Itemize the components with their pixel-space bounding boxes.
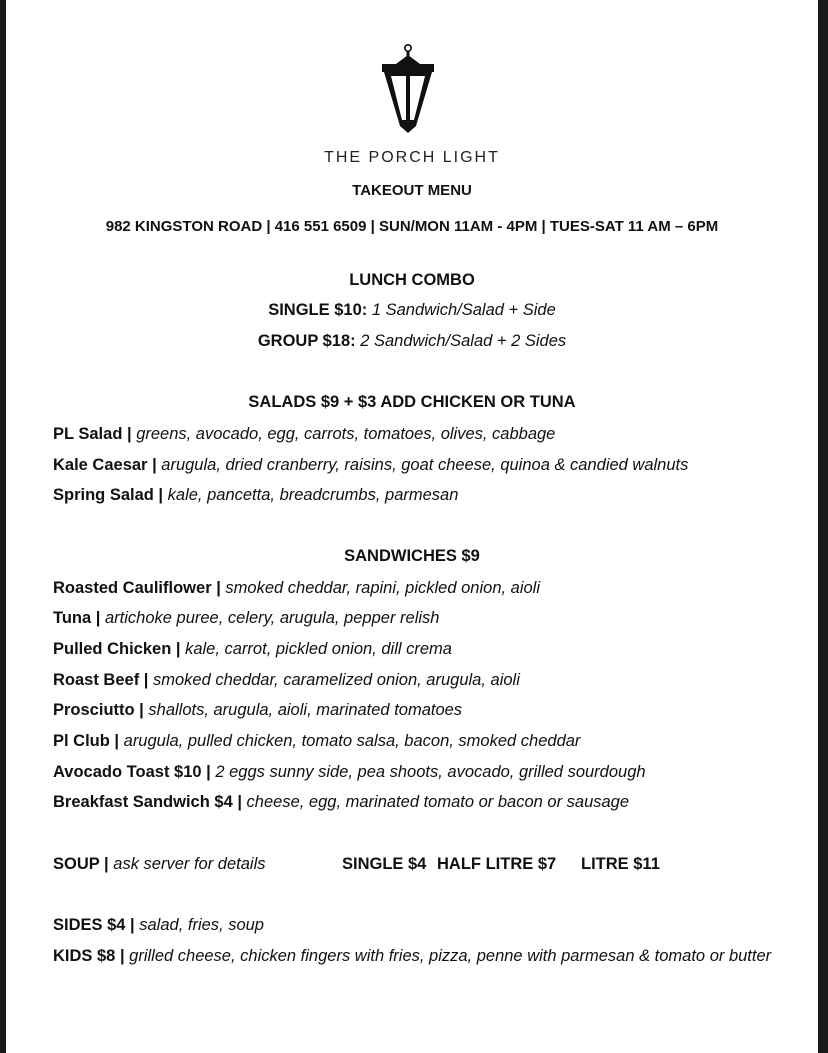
combo-group (6, 332, 818, 351)
item-desc: smoked cheddar, rapini, pickled onion, aioli (225, 579, 541, 597)
combo-label: GROUP $18: (257, 332, 356, 350)
sides-item (53, 916, 264, 934)
item-name: SIDES $4 | (53, 916, 135, 934)
item-desc: arugula, pulled chicken, tomato salsa, bacon, smoked cheddar (123, 732, 581, 750)
item-name: Spring Salad | (53, 486, 164, 504)
item-name: Pl Club | (53, 732, 120, 750)
combo-desc: 2 Sandwich/Salad + 2 Sides (360, 332, 567, 350)
item-name: Kale Caesar | (53, 456, 157, 474)
item-name: Avocado Toast $10 | (53, 763, 211, 781)
item-desc: arugula, dried cranberry, raisins, goat cheese, quinoa & candied walnuts (161, 456, 689, 474)
address-hours-line: 982 KINGSTON ROAD | 416 551 6509 | SUN/MON 11AM - 4PM | TUES-SAT 11 AM – 6PM (105, 218, 719, 235)
menu-item (53, 456, 688, 474)
item-desc: cheese, egg, marinated tomato or bacon or sausage (246, 793, 630, 811)
soup-item (53, 855, 266, 873)
item-desc: grilled cheese, chicken fingers with fries, pizza, penne with parmesan & tomato or butter (129, 947, 772, 965)
menu-item (53, 486, 458, 504)
menu-item (53, 671, 520, 689)
lunch-combo-title: LUNCH COMBO (349, 271, 475, 289)
item-name: PL Salad | (53, 425, 132, 443)
combo-desc: 1 Sandwich/Salad + Side (371, 301, 556, 319)
item-name: Pulled Chicken | (53, 640, 181, 658)
item-name: SOUP | (53, 855, 109, 873)
item-desc: ask server for details (113, 855, 266, 873)
item-desc: greens, avocado, egg, carrots, tomatoes, olives, cabbage (136, 425, 556, 443)
item-desc: smoked cheddar, caramelized onion, arugula, aioli (152, 671, 520, 689)
menu-item (53, 640, 452, 658)
menu-item (53, 763, 646, 781)
kids-item (53, 947, 773, 965)
lantern-logo-icon (378, 42, 438, 134)
item-name: Roast Beef | (53, 671, 149, 689)
combo-label: SINGLE $10: (268, 301, 368, 319)
item-desc: shallots, arugula, aioli, marinated tomatoes (148, 701, 463, 719)
item-name: Tuna | (53, 609, 101, 627)
brand-name: THE PORCH LIGHT (324, 149, 500, 166)
item-desc: salad, fries, soup (139, 916, 264, 934)
menu-item (53, 579, 540, 597)
sandwiches-title: SANDWICHES $9 (344, 547, 480, 565)
soup-price-half-litre: HALF LITRE $7 (437, 855, 557, 873)
menu-item (53, 701, 462, 719)
soup-price-litre: LITRE $11 (581, 855, 660, 873)
menu-item (53, 793, 629, 811)
item-name: Prosciutto | (53, 701, 144, 719)
item-name: Breakfast Sandwich $4 | (53, 793, 242, 811)
item-desc: kale, carrot, pickled onion, dill crema (185, 640, 452, 658)
salads-title: SALADS $9 + $3 ADD CHICKEN OR TUNA (248, 393, 576, 411)
menu-subtitle: TAKEOUT MENU (352, 182, 472, 199)
item-desc: 2 eggs sunny side, pea shoots, avocado, grilled sourdough (215, 763, 646, 781)
combo-single (6, 301, 818, 320)
item-name: Roasted Cauliflower | (53, 579, 221, 597)
item-name: KIDS $8 | (53, 947, 125, 965)
soup-price-single: SINGLE $4 (342, 855, 427, 873)
item-desc: kale, pancetta, breadcrumbs, parmesan (167, 486, 459, 504)
menu-item (53, 609, 439, 627)
item-desc: artichoke puree, celery, arugula, pepper relish (104, 609, 440, 627)
menu-item (53, 732, 580, 750)
menu-page (6, 0, 818, 1053)
menu-item (53, 425, 555, 443)
